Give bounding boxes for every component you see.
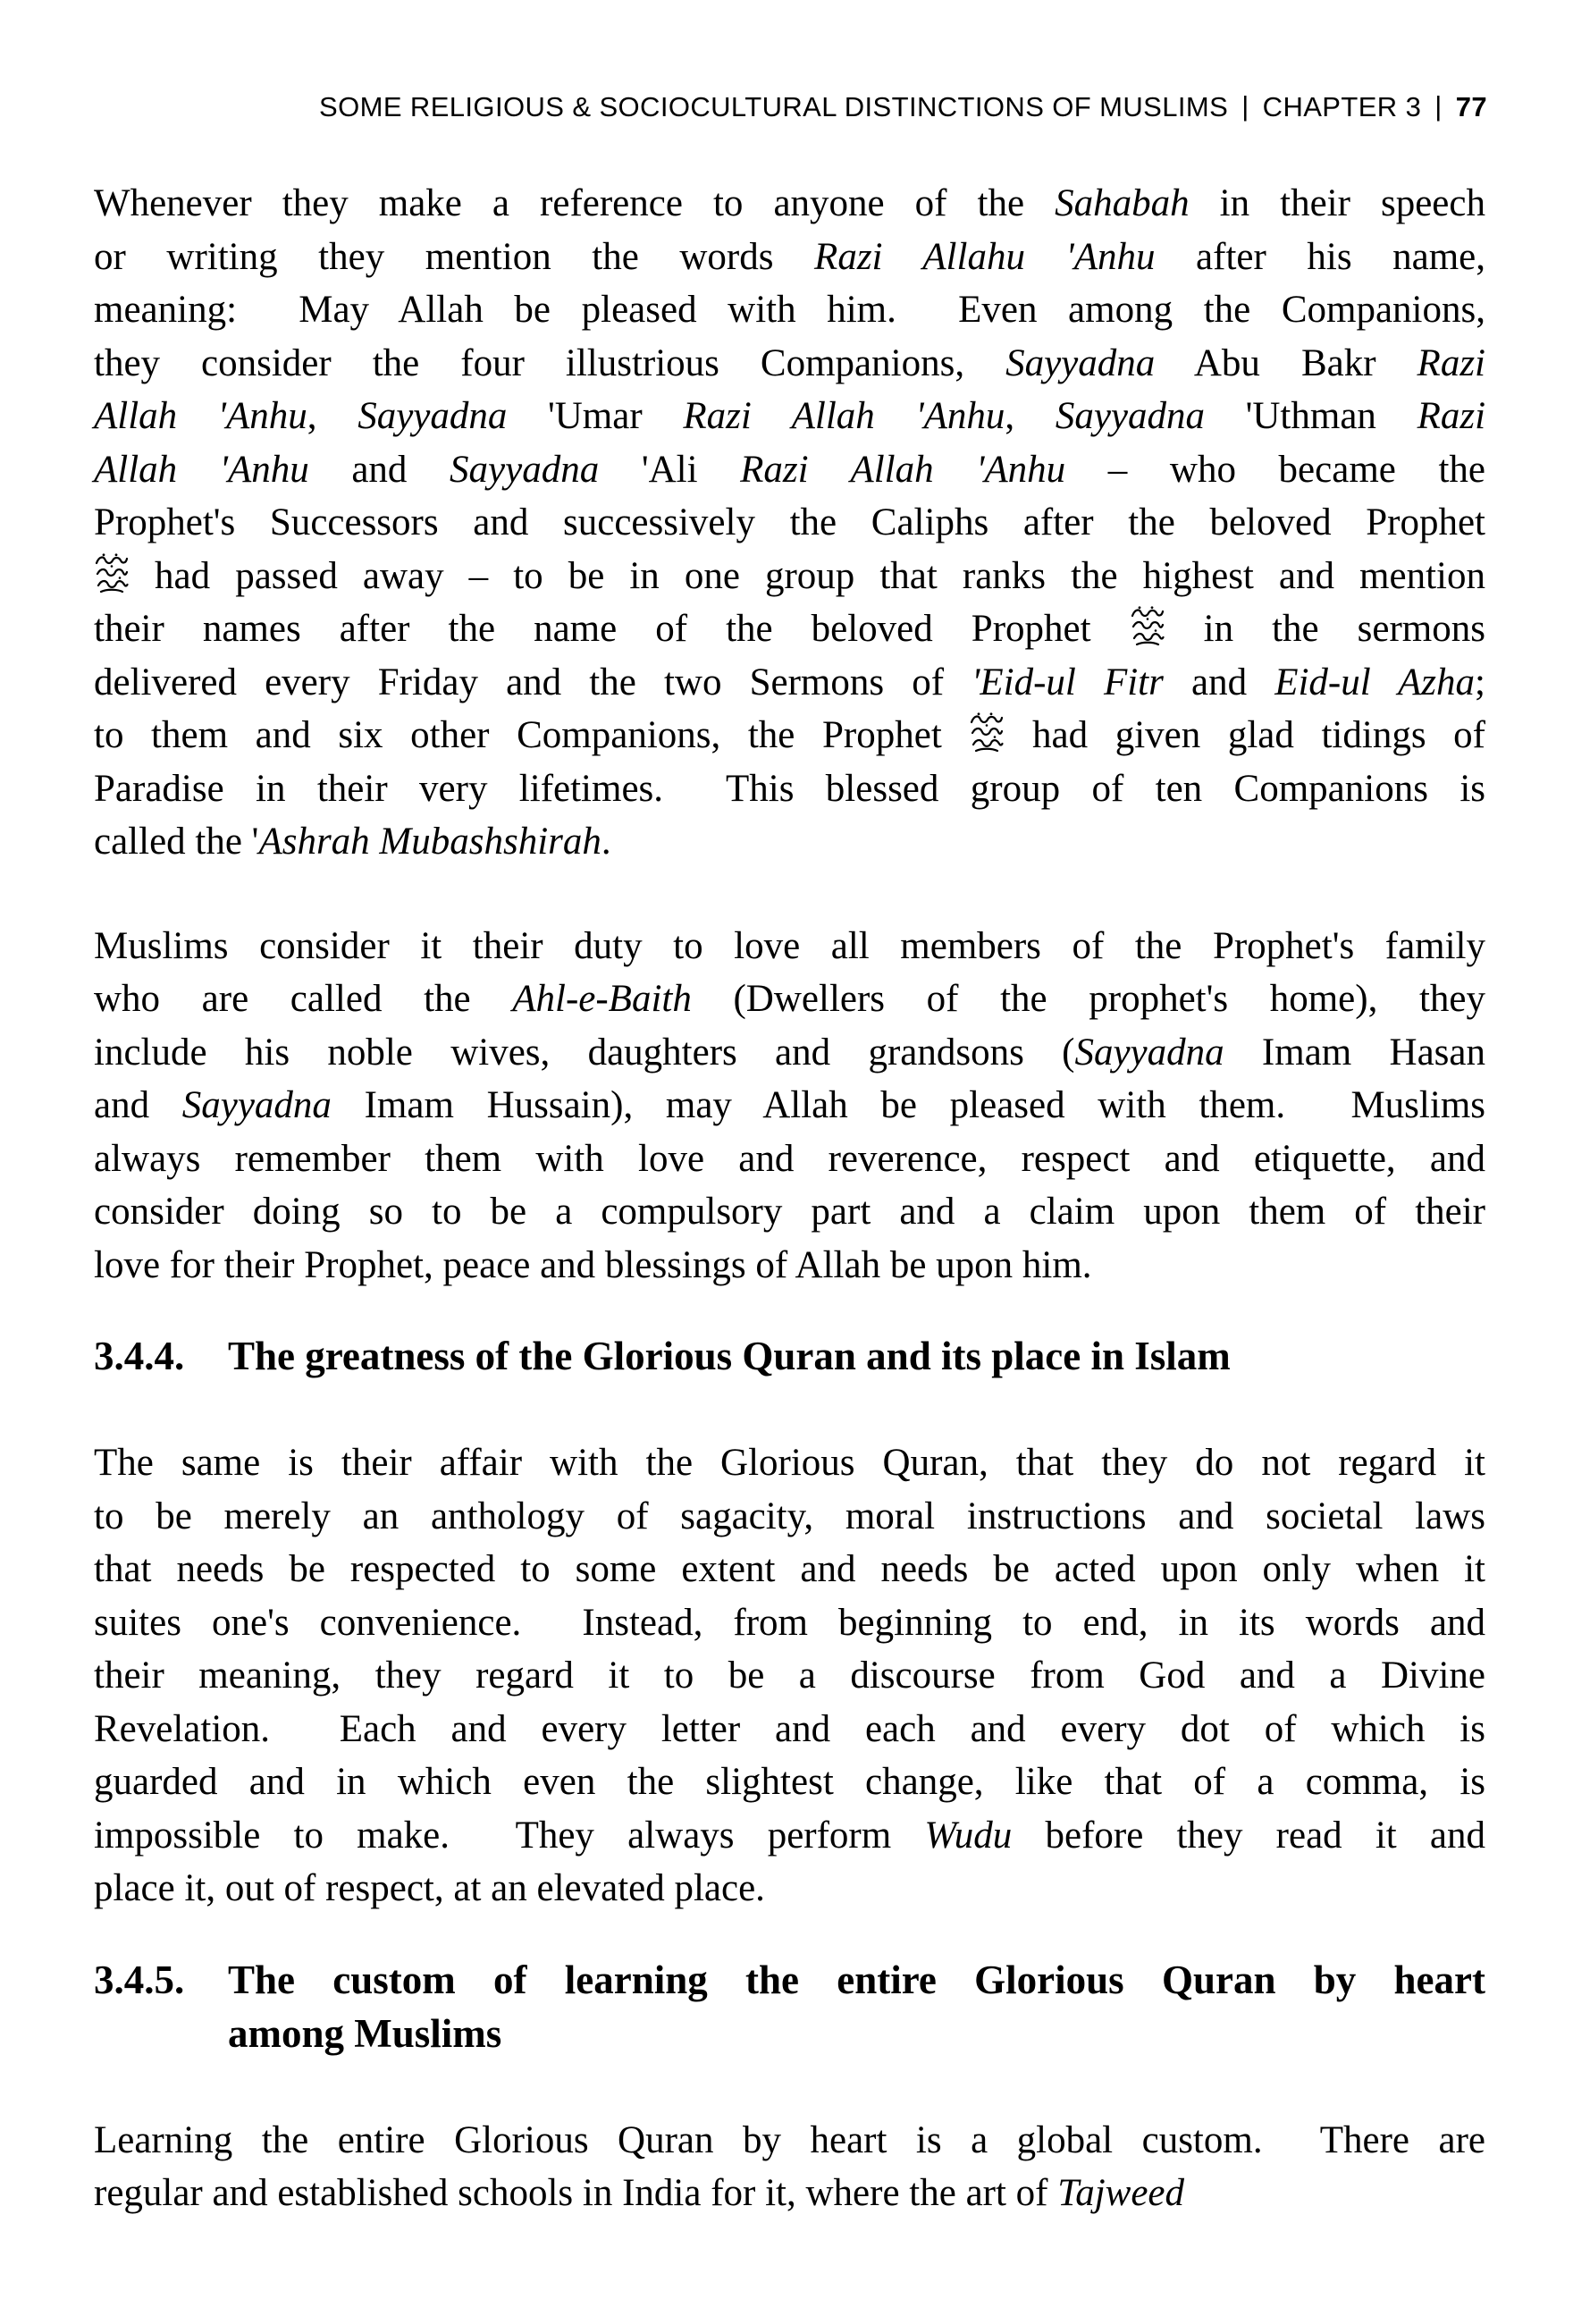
- text-span: and: [1163, 661, 1275, 703]
- text-line: [94, 602, 1485, 656]
- text-line: [94, 1756, 1485, 1809]
- text-line: [94, 177, 1485, 231]
- text-span: had passed away – to be in one group that ranks the highest and mention: [130, 554, 1485, 597]
- italic-term: Allah 'Anhu: [94, 395, 307, 437]
- text-line: [94, 1436, 1485, 1490]
- section-number: 3.4.5.: [94, 1957, 185, 2002]
- text-span: love for their Prophet, peace and blessings of Allah be upon him.: [94, 1243, 1092, 1286]
- paragraph: [94, 1436, 1485, 1916]
- running-header-title: SOME RELIGIOUS & SOCIOCULTURAL DISTINCTIONS OF MUSLIMS: [319, 91, 1229, 122]
- italic-term: Ahl-e-Baith: [512, 978, 692, 1020]
- text-span: Paradise in their very lifetimes. This blessed group of ten Companions is: [94, 767, 1485, 810]
- section-heading: [94, 1329, 1485, 1383]
- text-span: after his name,: [1155, 235, 1485, 278]
- text-line: [94, 390, 1485, 443]
- pbuh-calligraphy-icon: [94, 552, 130, 595]
- text-span: and: [94, 1084, 182, 1126]
- running-header: [319, 91, 1487, 123]
- paragraph: [94, 920, 1485, 1293]
- italic-term: Razi Allahu 'Anhu: [814, 235, 1156, 278]
- text-span: ,: [307, 395, 358, 437]
- text-line: [228, 2007, 1485, 2060]
- text-span: always remember them with love and reverence, respect and etiquette, and: [94, 1137, 1485, 1180]
- italic-term: Allah 'Anhu: [94, 448, 309, 491]
- text-span: guarded and in which even the slightest change, like that of a comma, is: [94, 1761, 1485, 1803]
- text-line: [94, 231, 1485, 284]
- text-span: place it, out of respect, at an elevated place.: [94, 1867, 765, 1909]
- text-span: had given glad tidings of: [1005, 714, 1485, 756]
- pbuh-calligraphy-icon: [1130, 605, 1165, 648]
- text-line: [94, 283, 1485, 337]
- text-span: Prophet's Successors and successively the Caliphs after the beloved Prophet: [94, 501, 1485, 543]
- section-heading: [94, 1953, 1485, 2060]
- italic-term: Razi: [1417, 395, 1486, 437]
- text-span: in the sermons: [1165, 608, 1485, 650]
- italic-term: Sayyadna: [358, 395, 508, 437]
- text-line: [228, 1953, 1485, 2007]
- text-line: [94, 815, 1485, 869]
- text-span: meaning: May Allah be pleased with him. Even among the Companions,: [94, 289, 1485, 331]
- text-span: Muslims consider it their duty to love all members of the Prophet's family: [94, 924, 1485, 967]
- text-span: in their speech: [1189, 182, 1485, 224]
- text-span: Whenever they make a reference to anyone of the: [94, 182, 1056, 224]
- text-line: [94, 656, 1485, 710]
- italic-term: Tajweed: [1057, 2172, 1184, 2214]
- text-line: [94, 1649, 1485, 1703]
- page-body: [94, 177, 1485, 2220]
- text-span: The custom of learning the entire Glorious Quran by heart: [228, 1957, 1485, 2002]
- text-span: Imam Hussain), may Allah be pleased with them. Muslims: [331, 1084, 1485, 1126]
- italic-term: Wudu: [924, 1814, 1013, 1857]
- text-span: their meaning, they regard it to be a discourse from God and a Divine: [94, 1655, 1485, 1697]
- page-number: 77: [1455, 91, 1487, 122]
- text-line: [94, 1703, 1485, 1756]
- italic-term: Sayyadna: [1074, 1031, 1224, 1074]
- running-header-chapter: CHAPTER 3: [1262, 91, 1422, 122]
- text-line: [94, 1133, 1485, 1186]
- italic-term: Eid-ul Azha: [1274, 661, 1476, 703]
- text-span: 'Ali: [599, 448, 741, 491]
- italic-term: Razi Allah 'Anhu: [740, 448, 1066, 491]
- text-line: [94, 1026, 1485, 1080]
- text-span: 'Umar: [507, 395, 684, 437]
- paragraph: [94, 2114, 1485, 2220]
- italic-term: Razi: [1417, 341, 1485, 384]
- text-span: their names after the name of the beloved Prophet: [94, 608, 1130, 650]
- text-line: [94, 920, 1485, 973]
- text-line: [94, 1490, 1485, 1544]
- text-line: [94, 337, 1485, 391]
- text-span: ,: [1005, 395, 1056, 437]
- text-line: [94, 2167, 1485, 2220]
- text-line: [94, 2114, 1485, 2168]
- italic-term: Ashrah Mubashshirah: [258, 821, 601, 863]
- text-line: [94, 709, 1485, 762]
- text-line: [94, 1596, 1485, 1650]
- italic-term: Sahabah: [1055, 182, 1190, 224]
- section-number: 3.4.4.: [94, 1334, 185, 1378]
- text-span: .: [601, 821, 611, 863]
- text-line: [94, 1862, 1485, 1916]
- pbuh-calligraphy-icon: [969, 712, 1005, 754]
- text-span: Imam Hasan: [1224, 1031, 1485, 1074]
- text-span: – who became the: [1065, 448, 1485, 491]
- text-span: and: [308, 448, 450, 491]
- text-span: Abu Bakr: [1155, 341, 1417, 384]
- text-span: regular and established schools in India for it, where the art of: [94, 2172, 1058, 2214]
- text-line: [94, 1543, 1485, 1596]
- text-span: to be merely an anthology of sagacity, moral instructions and societal laws: [94, 1495, 1485, 1537]
- text-line: [94, 496, 1485, 550]
- italic-term: Sayyadna: [1005, 341, 1156, 384]
- text-span: impossible to make. They always perform: [94, 1814, 925, 1857]
- text-span: they consider the four illustrious Companions,: [94, 341, 1006, 384]
- text-span: Learning the entire Glorious Quran by heart is a global custom. There are: [94, 2118, 1485, 2161]
- italic-term: Sayyadna: [181, 1084, 332, 1126]
- text-span: consider doing so to be a compulsory part and a claim upon them of their: [94, 1191, 1485, 1233]
- text-span: The greatness of the Glorious Quran and its place in Islam: [228, 1334, 1231, 1378]
- text-line: [94, 1185, 1485, 1239]
- text-line: [228, 1329, 1485, 1383]
- text-span: Revelation. Each and every letter and each and every dot of which is: [94, 1707, 1485, 1750]
- text-span: who are called the: [94, 978, 513, 1020]
- text-span: among Muslims: [228, 2010, 502, 2056]
- text-span: suites one's convenience. Instead, from beginning to end, in its words and: [94, 1601, 1485, 1644]
- text-span: to them and six other Companions, the Prophet: [94, 714, 970, 756]
- text-line: [94, 973, 1485, 1026]
- text-line: [94, 550, 1485, 603]
- text-span: that needs be respected to some extent and needs be acted upon only when it: [94, 1548, 1485, 1590]
- italic-term: 'Eid-ul Fitr: [972, 661, 1164, 703]
- text-line: [94, 1809, 1485, 1863]
- text-line: [94, 1079, 1485, 1133]
- text-span: called the ': [94, 821, 259, 863]
- text-span: The same is their affair with the Glorious Quran, that they do not regard it: [94, 1442, 1485, 1484]
- italic-term: Sayyadna: [450, 448, 600, 491]
- text-span: before they read it and: [1012, 1814, 1486, 1857]
- text-span: or writing they mention the words: [94, 235, 815, 278]
- text-span: 'Uthman: [1204, 395, 1417, 437]
- text-line: [94, 1239, 1485, 1293]
- italic-term: Sayyadna: [1055, 395, 1205, 437]
- text-span: ;: [1475, 661, 1485, 703]
- header-divider: |: [1434, 90, 1443, 122]
- text-span: include his noble wives, daughters and grandsons (: [94, 1031, 1075, 1074]
- header-divider: |: [1241, 90, 1249, 122]
- paragraph: [94, 177, 1485, 869]
- text-span: (Dwellers of the prophet's home), they: [691, 978, 1485, 1020]
- text-span: delivered every Friday and the two Sermons of: [94, 661, 972, 703]
- text-line: [94, 443, 1485, 497]
- italic-term: Razi Allah 'Anhu: [683, 395, 1005, 437]
- text-line: [94, 762, 1485, 816]
